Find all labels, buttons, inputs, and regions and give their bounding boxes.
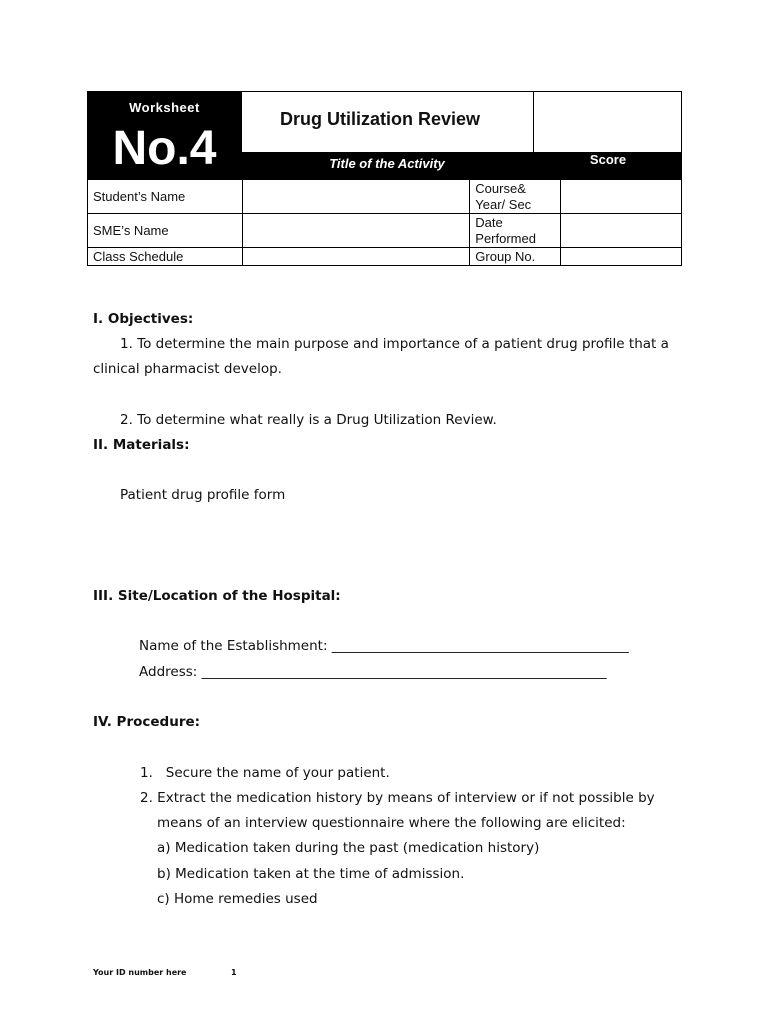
worksheet-badge [87,91,242,180]
group-no-label: Group No. [470,248,561,266]
student-info-table [87,179,682,266]
date-performed-field[interactable] [561,214,682,248]
site-heading: III. Site/Location of the Hospital: [93,588,341,604]
footer-id-text: Your ID number here [93,968,187,977]
procedure-step-2a: a) Medication taken during the past (medication history) [157,840,540,856]
course-year-sec-label [470,180,561,214]
establishment-field[interactable]: Name of the Establishment: ____________________________________________ [139,638,629,654]
procedure-step-1: 1. Secure the name of your patient. [140,765,390,781]
procedure-step-2-line2: means of an interview questionnaire where the following are elicited: [157,815,626,831]
materials-heading: II. Materials: [93,437,190,453]
students-name-field[interactable] [242,180,470,214]
header-divider [533,91,534,153]
procedure-step-2-line1: 2. Extract the medication history by means of interview or if not possible by [140,790,655,806]
table-row [88,180,682,214]
objective-1-line2: clinical pharmacist develop. [93,361,282,377]
date-label-line1: Date [475,214,503,230]
procedure-step-2b: b) Medication taken at the time of admission. [157,866,465,882]
objective-2: 2. To determine what really is a Drug Utilization Review. [120,412,497,428]
materials-item: Patient drug profile form [120,487,286,503]
worksheet-label: Worksheet [129,100,200,115]
score-label: Score [589,152,627,167]
activity-title: Drug Utilization Review [280,109,481,129]
course-label-line1: Course& [475,180,526,196]
procedure-step-2c: c) Home remedies used [157,891,318,907]
group-no-field[interactable] [561,248,682,266]
address-field[interactable]: Address: ____________________________________________________________ [139,664,607,680]
worksheet-number: No.4 [112,122,217,175]
smes-name-label: SME’s Name [88,214,243,248]
class-schedule-label: Class Schedule [88,248,243,266]
course-label-line2: Year/ Sec [475,196,532,212]
title-caption: Title of the Activity [329,156,445,171]
date-label-line2: Performed [475,230,536,246]
course-year-sec-field[interactable] [561,180,682,214]
class-schedule-field[interactable] [242,248,470,266]
date-performed-label [470,214,561,248]
table-row [88,214,682,248]
objective-1-line1: 1. To determine the main purpose and importance of a patient drug profile that a [120,336,669,352]
procedure-heading: IV. Procedure: [93,714,201,730]
objectives-heading: I. Objectives: [93,311,194,327]
students-name-label: Student’s Name [88,180,243,214]
smes-name-field[interactable] [242,214,470,248]
page-number: 1 [231,968,237,977]
table-row [88,248,682,266]
